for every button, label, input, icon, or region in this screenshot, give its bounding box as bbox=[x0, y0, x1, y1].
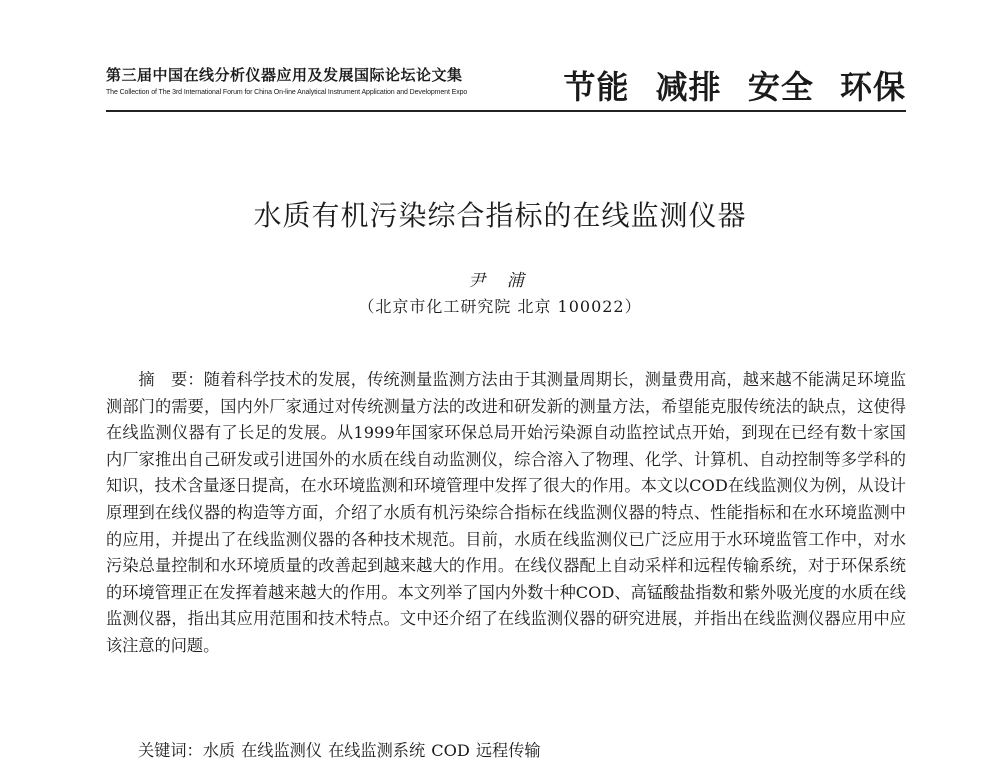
keyword: COD bbox=[431, 741, 470, 760]
keyword: 水质 bbox=[202, 741, 236, 760]
author: 尹 浦 bbox=[468, 271, 532, 291]
slogan-word: 节能 bbox=[563, 68, 630, 106]
series-info bbox=[106, 64, 467, 96]
paper-title: 水质有机污染综合指标的在线监测仪器 bbox=[253, 199, 747, 232]
series-subtitle: The Collection of The 3rd International Forum for China On-line Analytical Instrument Application and Development Expo bbox=[106, 89, 468, 96]
keyword: 在线监测仪 bbox=[241, 741, 323, 760]
header-rule bbox=[106, 110, 906, 112]
affiliation: （北京市化工研究院 北京 100022） bbox=[358, 297, 642, 316]
abstract bbox=[106, 367, 906, 660]
abstract-text: 随着科学技术的发展，传统测量监测方法由于其测量周期长，测量费用高，越来越不能满足环境监测部门的需要，国内外厂家通过对传统测量方法的改进和研发新的测量方法，希望能克服传统法的缺点，这使得在线监测仪器有了长足的发展。从1999年国家环保总局开始污染源自动监控试点开始，到现在已经有数十家国内厂家推出自己研发或引进国外的水质在线自动监测仪，综合溶入了物理、化学、计算机、自动控制等多学科的知识，技术含量逐日提高，在水环境监测和环境管理中发挥了很大的作用。本文以COD在线监测仪为例，从设计原理到在线仪器的构造等方面，介绍了水质有机污染综合指标在线监测仪器的特点、性能指标和在水环境监测中的应用，并提出了在线监测仪器的各种技术规范。目前，水质在线监测仪已广泛应用于水环境监管工作中，对水污染总量控制和水环境质量的改善起到越来越大的作用。在线仪器配上自动采样和远程传输系统，对于环保系统的环境管理正在发挥着越来越大的作用。本文列举了国内外数十种COD、高锰酸盐指数和紫外吸光度的水质在线监测仪器，指出其应用范围和技术特点。文中还介绍了在线监测仪器的研究进展，并指出在线监测仪器应用中应该注意的问题。 bbox=[106, 370, 906, 655]
keyword: 远程传输 bbox=[475, 741, 541, 760]
abstract-label: 摘 要： bbox=[138, 370, 204, 389]
keyword: 在线监测系统 bbox=[328, 741, 426, 760]
slogan-word: 安全 bbox=[747, 68, 814, 106]
slogan-word: 环保 bbox=[839, 68, 906, 106]
slogan-word: 减排 bbox=[655, 68, 722, 106]
slogan bbox=[564, 62, 906, 108]
running-header bbox=[106, 62, 906, 112]
keywords-label: 关键词： bbox=[138, 741, 203, 760]
keywords bbox=[138, 738, 898, 764]
series-title: 第三届中国在线分析仪器应用及发展国际论坛论文集 bbox=[106, 66, 463, 84]
